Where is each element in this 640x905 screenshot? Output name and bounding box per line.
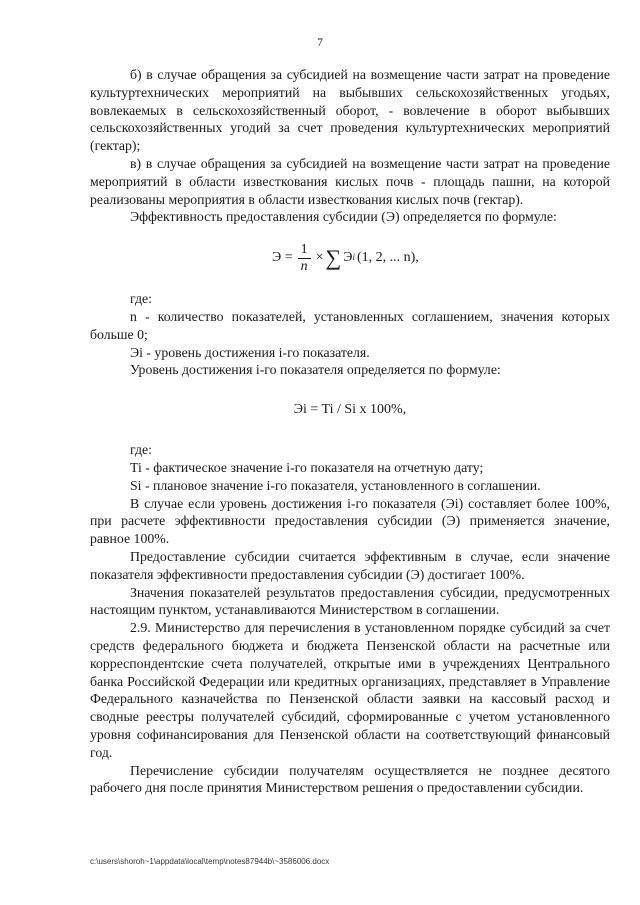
paragraph-v: в) в случае обращения за субсидией на возмещение части затрат на проведение мероприятий в области известкования кислых почв - площадь пашни, на которой реализованы мероприятия в области известкования кислых почв (гектар). [90, 155, 610, 207]
where-label: где: [130, 291, 152, 307]
fraction-denominator: n [300, 258, 308, 274]
paragraph-efficiency-intro: Эффективность предоставления субсидии (Э) определяется по формуле: [130, 209, 557, 225]
formula-lhs: Э = [272, 250, 293, 266]
sum-sign: ∑ [325, 245, 342, 271]
definition-ti: Ti - фактическое значение i-го показателя на отчетную дату; [130, 459, 484, 475]
paragraph-over-100: В случае если уровень достижения i-го показателя (Эi) составляет более 100%, при расчете эффективности предоставления субсидии (Э) применяется значение, равное 100%. [90, 495, 610, 547]
formula-args: (1, 2, ... n), [357, 250, 419, 266]
formula-subscript: i [352, 252, 355, 263]
definition-ei: Эi - уровень достижения i-го показателя. [130, 344, 370, 360]
paragraph-effective: Предоставление субсидии считается эффективным в случае, если значение показателя эффективности предоставления субсидии (Э) достигает 100%. [90, 548, 610, 582]
paragraph-2-9: 2.9. Министерство для перечисления в установленном порядке субсидий за счет средств федерального бюджета и бюджета Пензенской области на расчетные или корреспондентские счета получателей, открытые ими в учреждениях Центрального банка Российской Федерации или кредитных организациях, представляет в Управление Федерального казначейства по Пензенской области заявки на кассовый расход и сводные реестры получателей субсидий, сформированные с учетом установленного уровня софинансирования для Пензенской области на соответствующий финансовый год. [90, 620, 610, 760]
page-number: 7 [317, 37, 323, 49]
paragraph-level-intro: Уровень достижения i-го показателя определяется по формуле: [130, 362, 501, 378]
document-body [90, 66, 610, 797]
definition-n: n - количество показателей, установленных соглашением, значения которых больше 0; [90, 308, 610, 342]
formula-times: × [315, 250, 324, 266]
formula-fraction [298, 242, 311, 275]
efficiency-formula [90, 226, 610, 290]
paragraph-transfer: Перечисление субсидии получателям осуществляется не позднее десятого рабочего дня после принятия Министерством решения о предоставлении субсидии. [90, 762, 610, 796]
level-formula: Эi = Ti / Si x 100%, [293, 402, 407, 418]
file-path-footer: c:\users\shoroh~1\appdata\local\temp\notes87944b\~3586006.docx [90, 857, 330, 866]
where-label-2: где: [130, 442, 152, 458]
definition-si: Si - плановое значение i-го показателя, установленного в соглашении. [130, 477, 541, 493]
formula-term: Э [343, 250, 353, 266]
paragraph-indicator-values: Значения показателей результатов предоставления субсидии, предусмотренных настоящим пунктом, устанавливаются Министерством в соглашении. [90, 584, 610, 618]
paragraph-b: б) в случае обращения за субсидией на возмещение части затрат на проведение культуртехнических мероприятий на выбывших сельскохозяйственных угодьях, вовлекаемых в сельскохозяйственный оборот, - вовлечение в оборот выбывших сельскохозяйственных угодий за счет проведения культуртехнических мероприятий (гектар); [90, 67, 610, 154]
fraction-numerator: 1 [298, 242, 311, 259]
